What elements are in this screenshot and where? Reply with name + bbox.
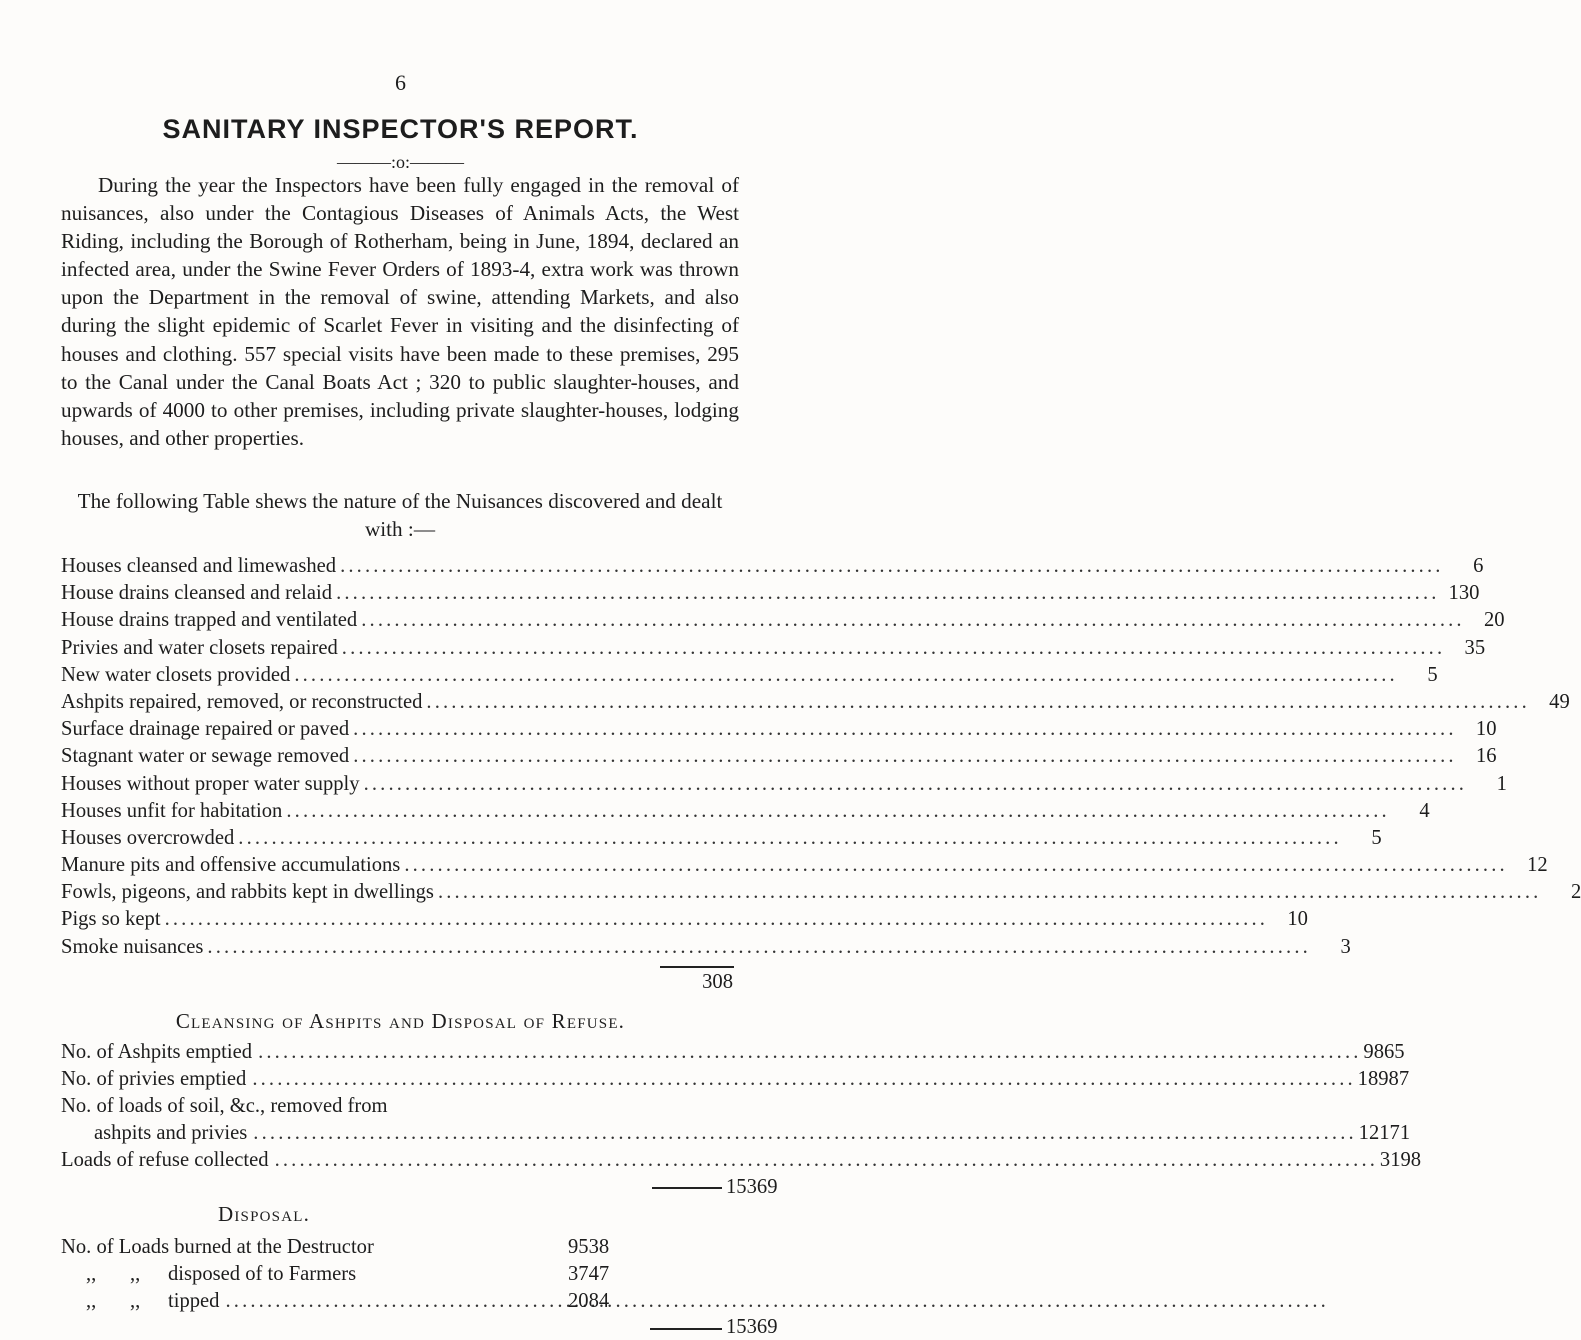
leader-dots [294, 664, 1393, 687]
nuisance-row [61, 772, 1507, 800]
nuisance-row [61, 908, 1308, 935]
nuisance-value: 1 [1496, 772, 1507, 795]
leader-dots [353, 718, 1452, 741]
nuisance-row [61, 582, 1480, 609]
nuisance-label: New water closets provided [61, 663, 291, 686]
nuisance-value: 35 [1464, 636, 1486, 659]
nuisance-label: Houses cleansed and limewashed [61, 555, 337, 577]
nuisance-row [61, 745, 1497, 772]
burned-label: No. of Loads burned at the Destructor [61, 1236, 374, 1258]
privies-label: No. of privies emptied [61, 1068, 247, 1090]
nuisance-row [61, 663, 1438, 691]
nuisance-row [61, 935, 1351, 963]
disposal-heading: Disposal. [218, 1202, 311, 1226]
leader-dots [336, 582, 1435, 605]
leader-dots [207, 936, 1306, 959]
nuisance-value: 20 [1483, 609, 1505, 632]
nuisance-label: House drains cleansed and relaid [61, 582, 333, 605]
nuisance-label: Houses without proper water supply [61, 772, 360, 795]
nuisance-label: Houses overcrowded [61, 826, 235, 849]
nuisance-row [61, 854, 1548, 881]
nuisance-value: 2 [1571, 881, 1581, 904]
page-number: 6 [395, 70, 406, 95]
nuisance-value: 3 [1340, 935, 1351, 958]
leader-dots [286, 800, 1385, 823]
ditto-mark-3: ,, [86, 1290, 97, 1312]
nuisance-label: Pigs so kept [61, 908, 161, 931]
tipped-row [168, 1290, 550, 1313]
nuisance-value: 5 [1371, 826, 1382, 849]
tipped-label: tipped [168, 1290, 220, 1312]
leader-dots [426, 691, 1525, 714]
nuisance-value: 16 [1475, 745, 1497, 768]
nuisance-label: Stagnant water or sewage removed [61, 745, 350, 768]
disposal-total: 15369 [726, 1316, 778, 1338]
nuisance-label: House drains trapped and ventilated [61, 609, 358, 632]
privies-row [61, 1068, 1410, 1091]
leader-dots [364, 773, 1463, 796]
tipped-value: 2084 [568, 1290, 610, 1312]
cleansing-rule [652, 1187, 722, 1189]
refuse-value: 3198 [1379, 1149, 1422, 1171]
nuisance-value: 49 [1549, 690, 1570, 713]
nuisance-label: Smoke nuisances [61, 935, 204, 958]
nuisance-label: Surface drainage repaired or paved [61, 718, 350, 741]
soil-label-line2: ashpits and privies [94, 1122, 248, 1144]
farmers-label: disposed of to Farmers [168, 1263, 357, 1285]
nuisance-value: 6 [1473, 555, 1484, 577]
ashpits-row [61, 1041, 1405, 1064]
nuisance-row [61, 636, 1486, 664]
nuisance-label: Houses unfit for habitation [61, 799, 283, 822]
nuisance-row [61, 826, 1382, 854]
leader-dots [438, 881, 1537, 904]
intro-paragraph: During the year the Inspectors have been fully engaged in the removal of nuisances, also under the Contagious Diseases of Animals Acts, the West Riding, including the Borough of Rotherham, being in June, 1894, declared an infected area, under the Swine Fever Orders of 1893-4, extra work was thrown upon the Department in the removal of swine, attending Markets, and also during the slight epidemic of Scarlet Fever in visiting and the disinfecting of houses and clothing. 557 special visits have been made to these premises, 295 to the Canal under the Canal Boats Act ; 320 to public slaughter-houses, and upwards of 4000 to other premises, including private slaughter-houses, lodging houses, and other properties. [61, 173, 739, 450]
nuisance-value: 12 [1527, 854, 1548, 877]
table-intro: The following Table shews the nature of the Nuisances discovered and dealt with :— [77, 489, 723, 542]
nuisance-value: 10 [1475, 718, 1497, 741]
leader-dots [238, 827, 1337, 850]
cleansing-subtotal: 15369 [726, 1176, 778, 1198]
nuisance-row [61, 690, 1570, 718]
nuisance-row [61, 881, 1581, 908]
refuse-row [61, 1149, 1422, 1172]
refuse-label: Loads of refuse collected [61, 1149, 269, 1171]
nuisances-total: 308 [702, 971, 733, 993]
soil-row [94, 1122, 1411, 1145]
nuisance-value: 130 [1448, 582, 1480, 605]
soil-label-line1: No. of loads of soil, &c., removed from [61, 1095, 388, 1117]
nuisance-value: 10 [1287, 908, 1308, 931]
nuisance-label: Privies and water closets repaired [61, 636, 338, 659]
leader-dots [340, 555, 1439, 578]
ashpits-value: 9865 [1363, 1041, 1405, 1063]
leader-dots [165, 908, 1264, 931]
leader-dots [353, 745, 1452, 768]
soil-value: 12171 [1358, 1122, 1411, 1144]
farmers-value: 3747 [568, 1263, 610, 1285]
ditto-mark-2: ,, [130, 1263, 141, 1285]
nuisance-row [61, 609, 1505, 636]
total-rule [660, 966, 734, 968]
leader-dots [404, 854, 1503, 877]
nuisance-row [61, 718, 1497, 745]
burned-value: 9538 [568, 1236, 610, 1258]
cleansing-heading: Cleansing of Ashpits and Disposal of Refuse. [175, 1009, 626, 1033]
privies-value: 18987 [1357, 1068, 1410, 1090]
ditto-mark: ,, [86, 1263, 97, 1285]
nuisance-label: Manure pits and offensive accumulations [61, 854, 401, 877]
nuisances-table [61, 555, 1581, 963]
report-title: SANITARY INSPECTOR'S REPORT. [162, 114, 639, 144]
nuisance-label: Fowls, pigeons, and rabbits kept in dwellings [61, 881, 434, 904]
leader-dots [342, 637, 1441, 660]
nuisance-value: 5 [1427, 663, 1438, 686]
nuisance-row [61, 799, 1430, 827]
nuisance-label: Ashpits repaired, removed, or reconstructed [61, 690, 423, 713]
disposal-rule [650, 1328, 722, 1330]
leader-dots [361, 609, 1460, 632]
nuisance-row [61, 555, 1484, 582]
title-divider: ———:o:——— [336, 152, 464, 172]
nuisance-value: 4 [1419, 799, 1430, 822]
ditto-mark-4: ,, [130, 1290, 141, 1312]
ashpits-label: No. of Ashpits emptied [61, 1041, 253, 1063]
